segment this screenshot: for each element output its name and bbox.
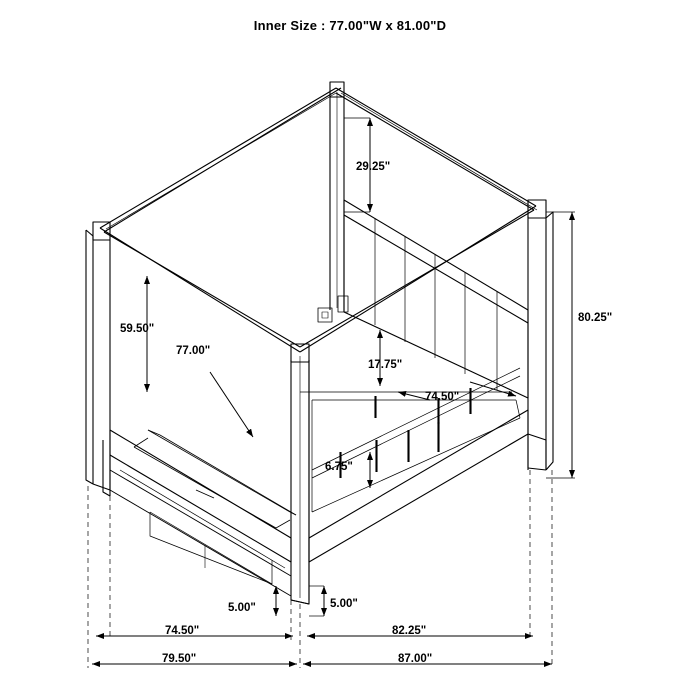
dimension-label-59-50: 59.50" <box>120 323 155 335</box>
dimension-label-74-50-bottom: 74.50" <box>165 625 200 637</box>
dimension-label-6-75: 6.75" <box>325 461 353 473</box>
dimension-label-29-25: 29.25" <box>356 161 391 173</box>
page-title: Inner Size : 77.00"W x 81.00"D <box>253 18 447 33</box>
dimension-label-17-75: 17.75" <box>368 359 403 371</box>
dimension-label-77-00: 77.00" <box>176 345 211 357</box>
dimension-label-79-50: 79.50" <box>162 653 197 665</box>
dimension-label-80-25: 80.25" <box>578 312 613 324</box>
dimension-label-5-00-left: 5.00" <box>228 602 256 614</box>
extension-lines <box>88 470 552 668</box>
dimension-label-5-00-right: 5.00" <box>330 598 358 610</box>
bed-illustration <box>86 82 553 604</box>
dimension-label-74-50-frame: 74.50" <box>425 391 460 403</box>
dimension-arrows <box>92 118 575 664</box>
dimension-label-82-25: 82.25" <box>392 625 427 637</box>
dimension-label-87-00: 87.00" <box>398 653 433 665</box>
dimension-labels <box>120 161 612 665</box>
